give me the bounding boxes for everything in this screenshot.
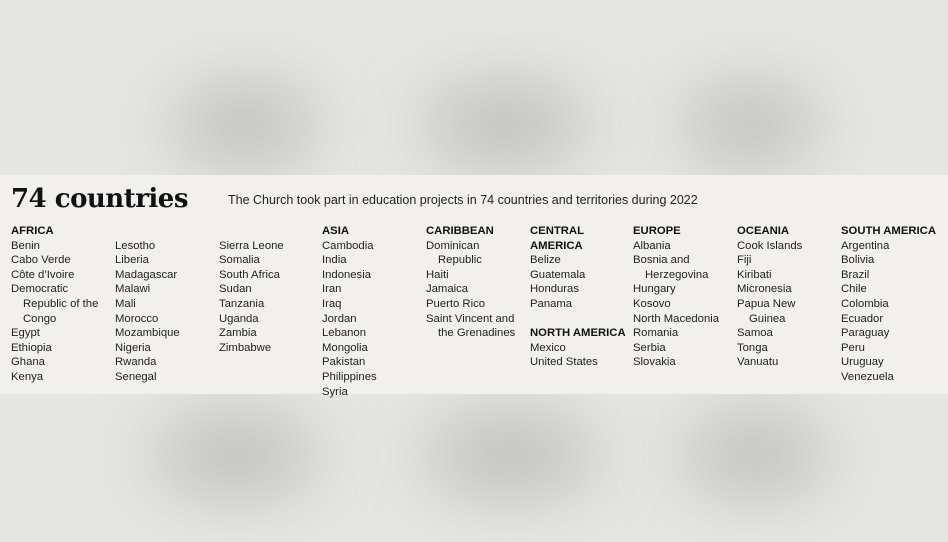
country-item xyxy=(322,268,426,283)
country-name: India xyxy=(322,254,347,267)
country-column xyxy=(115,224,219,385)
country-name: Chile xyxy=(841,283,867,296)
country-name: Ecuador xyxy=(841,312,884,325)
country-name: North Macedonia xyxy=(633,312,720,325)
country-item xyxy=(737,341,841,356)
country-item xyxy=(322,312,426,327)
background-blur-top-left xyxy=(170,90,320,160)
country-name: Indonesia xyxy=(322,268,371,281)
country-column xyxy=(322,224,426,399)
country-item xyxy=(11,239,115,254)
country-column xyxy=(530,224,634,370)
country-item xyxy=(219,239,323,254)
country-name-continuation: Republic xyxy=(438,254,482,267)
country-item xyxy=(11,282,115,326)
country-item xyxy=(11,326,115,341)
country-item xyxy=(219,341,323,356)
page-title: 74 countries xyxy=(11,184,188,214)
country-column xyxy=(219,224,323,355)
country-name: Iraq xyxy=(322,297,342,310)
country-item xyxy=(322,326,426,341)
country-item xyxy=(530,297,634,312)
country-item xyxy=(633,355,737,370)
country-name: Mozambique xyxy=(115,327,180,340)
country-item xyxy=(841,341,945,356)
country-item xyxy=(841,268,945,283)
region-heading: OCEANIA xyxy=(737,225,790,237)
country-item xyxy=(841,326,945,341)
country-item xyxy=(11,355,115,370)
country-name: Benin xyxy=(11,239,40,252)
country-name: Hungary xyxy=(633,283,676,296)
country-column xyxy=(737,224,841,370)
country-item xyxy=(11,341,115,356)
background-blur-top-center xyxy=(420,90,590,160)
country-name: Morocco xyxy=(115,312,159,325)
region-heading: CARIBBEAN xyxy=(426,225,494,237)
country-name: Mexico xyxy=(530,341,566,354)
country-name: Tanzania xyxy=(219,297,265,310)
country-column xyxy=(11,224,115,385)
country-name: Paraguay xyxy=(841,327,890,340)
country-item xyxy=(322,239,426,254)
country-name: Dominican xyxy=(426,239,480,252)
country-item xyxy=(530,282,634,297)
country-name: Peru xyxy=(841,341,865,354)
country-name: Micronesia xyxy=(737,283,792,296)
country-name: Colombia xyxy=(841,297,889,310)
country-item xyxy=(115,312,219,327)
country-item xyxy=(219,282,323,297)
country-name: Madagascar xyxy=(115,268,178,281)
country-item xyxy=(426,239,530,268)
country-item xyxy=(633,297,737,312)
country-item xyxy=(841,253,945,268)
country-name: Democratic xyxy=(11,283,69,296)
country-name: Egypt xyxy=(11,327,40,340)
country-item xyxy=(737,326,841,341)
country-item xyxy=(841,297,945,312)
country-item xyxy=(11,370,115,385)
country-item xyxy=(115,268,219,283)
country-item xyxy=(11,268,115,283)
country-name: Sierra Leone xyxy=(219,239,284,252)
country-name: Uruguay xyxy=(841,356,884,369)
country-name: Rwanda xyxy=(115,356,157,369)
country-name: Vanuatu xyxy=(737,356,779,369)
country-item xyxy=(219,312,323,327)
country-name: Fiji xyxy=(737,254,752,267)
background-blur-bottom-center xyxy=(420,420,600,490)
country-name-continuation: the Grenadines xyxy=(438,327,516,340)
country-name: Papua New xyxy=(737,297,796,310)
country-item xyxy=(633,239,737,254)
heading-spacer xyxy=(115,224,219,239)
country-item xyxy=(841,370,945,385)
country-item xyxy=(322,341,426,356)
country-name: Syria xyxy=(322,385,348,398)
country-name: Venezuela xyxy=(841,370,894,383)
country-name: Mongolia xyxy=(322,341,368,354)
country-name: Malawi xyxy=(115,283,151,296)
country-name: Cabo Verde xyxy=(11,254,71,267)
country-item xyxy=(219,268,323,283)
country-name: Honduras xyxy=(530,283,579,296)
country-name: Iran xyxy=(322,283,342,296)
region-heading: SOUTH AMERICA xyxy=(841,225,936,237)
country-name: Nigeria xyxy=(115,341,151,354)
country-item xyxy=(633,282,737,297)
country-item xyxy=(219,253,323,268)
country-name: Pakistan xyxy=(322,356,366,369)
country-item xyxy=(426,268,530,283)
country-item xyxy=(115,370,219,385)
country-item xyxy=(530,253,634,268)
group-spacer xyxy=(530,312,634,327)
country-item xyxy=(426,297,530,312)
country-item xyxy=(737,355,841,370)
country-column xyxy=(633,224,737,370)
country-item xyxy=(115,282,219,297)
country-name: Mali xyxy=(115,297,136,310)
country-name: Ethiopia xyxy=(11,341,52,354)
country-item xyxy=(737,268,841,283)
page-subtitle: The Church took part in education projects in 74 countries and territories during 2022 xyxy=(228,193,698,207)
country-name: Samoa xyxy=(737,327,773,340)
country-name: Zimbabwe xyxy=(219,341,272,354)
country-name: Haiti xyxy=(426,268,449,281)
country-item xyxy=(115,355,219,370)
country-item xyxy=(530,268,634,283)
country-name: Saint Vincent and xyxy=(426,312,515,325)
country-item xyxy=(841,312,945,327)
country-name-continuation: Guinea xyxy=(749,312,786,325)
country-column xyxy=(841,224,945,385)
country-item xyxy=(426,282,530,297)
country-name: Slovakia xyxy=(633,356,676,369)
country-item xyxy=(219,297,323,312)
country-name-continuation: Congo xyxy=(23,312,57,325)
country-item xyxy=(115,297,219,312)
background-blur-bottom-left xyxy=(150,420,320,490)
country-item xyxy=(737,239,841,254)
country-name-continuation: Republic of the xyxy=(23,297,99,310)
country-name-continuation: Herzegovina xyxy=(645,268,709,281)
country-name: Tonga xyxy=(737,341,768,354)
country-name: Romania xyxy=(633,327,679,340)
country-item xyxy=(115,239,219,254)
country-name: Liberia xyxy=(115,254,149,267)
country-item xyxy=(11,253,115,268)
country-name: Philippines xyxy=(322,370,377,383)
country-item xyxy=(841,355,945,370)
country-name: Cook Islands xyxy=(737,239,803,252)
country-name: Panama xyxy=(530,297,573,310)
country-item xyxy=(219,326,323,341)
country-name: Bosnia and xyxy=(633,254,690,267)
country-item xyxy=(322,282,426,297)
country-name: Puerto Rico xyxy=(426,297,486,310)
heading-spacer xyxy=(219,224,323,239)
country-item xyxy=(530,355,634,370)
country-name: Uganda xyxy=(219,312,259,325)
country-name: South Africa xyxy=(219,268,280,281)
country-name: United States xyxy=(530,356,598,369)
country-name: Lesotho xyxy=(115,239,156,252)
country-item xyxy=(633,326,737,341)
background-blur-bottom-right xyxy=(680,420,830,490)
country-name: Jordan xyxy=(322,312,357,325)
background-blur-top-right xyxy=(680,90,820,160)
country-item xyxy=(115,326,219,341)
country-item xyxy=(841,239,945,254)
country-name: Kenya xyxy=(11,370,44,383)
region-heading: EUROPE xyxy=(633,225,681,237)
country-name: Kosovo xyxy=(633,297,671,310)
country-item xyxy=(322,253,426,268)
country-name: Jamaica xyxy=(426,283,469,296)
region-heading: AFRICA xyxy=(11,225,54,237)
country-item xyxy=(322,370,426,385)
country-item xyxy=(633,312,737,327)
country-name: Senegal xyxy=(115,370,157,383)
country-name: Kiribati xyxy=(737,268,772,281)
country-item xyxy=(737,297,841,326)
country-name: Brazil xyxy=(841,268,870,281)
country-name: Zambia xyxy=(219,327,257,340)
country-name: Belize xyxy=(530,254,561,267)
country-name: Albania xyxy=(633,239,671,252)
country-item xyxy=(426,312,530,341)
region-heading: CENTRAL AMERICA xyxy=(530,225,584,252)
country-item xyxy=(322,385,426,400)
country-item xyxy=(322,355,426,370)
country-name: Côte d’Ivoire xyxy=(11,268,75,281)
country-name: Argentina xyxy=(841,239,890,252)
country-name: Ghana xyxy=(11,356,45,369)
country-item xyxy=(633,253,737,282)
region-heading: NORTH AMERICA xyxy=(530,327,626,340)
country-name: Serbia xyxy=(633,341,666,354)
country-name: Guatemala xyxy=(530,268,586,281)
country-item xyxy=(322,297,426,312)
country-item xyxy=(841,282,945,297)
country-name: Somalia xyxy=(219,254,260,267)
country-item xyxy=(737,253,841,268)
country-name: Sudan xyxy=(219,283,252,296)
country-name: Cambodia xyxy=(322,239,374,252)
country-item xyxy=(115,253,219,268)
region-heading: ASIA xyxy=(322,225,349,237)
country-name: Bolivia xyxy=(841,254,875,267)
country-name: Lebanon xyxy=(322,327,366,340)
country-item xyxy=(737,282,841,297)
country-column xyxy=(426,224,530,341)
country-item xyxy=(633,341,737,356)
country-item xyxy=(530,341,634,356)
country-item xyxy=(115,341,219,356)
